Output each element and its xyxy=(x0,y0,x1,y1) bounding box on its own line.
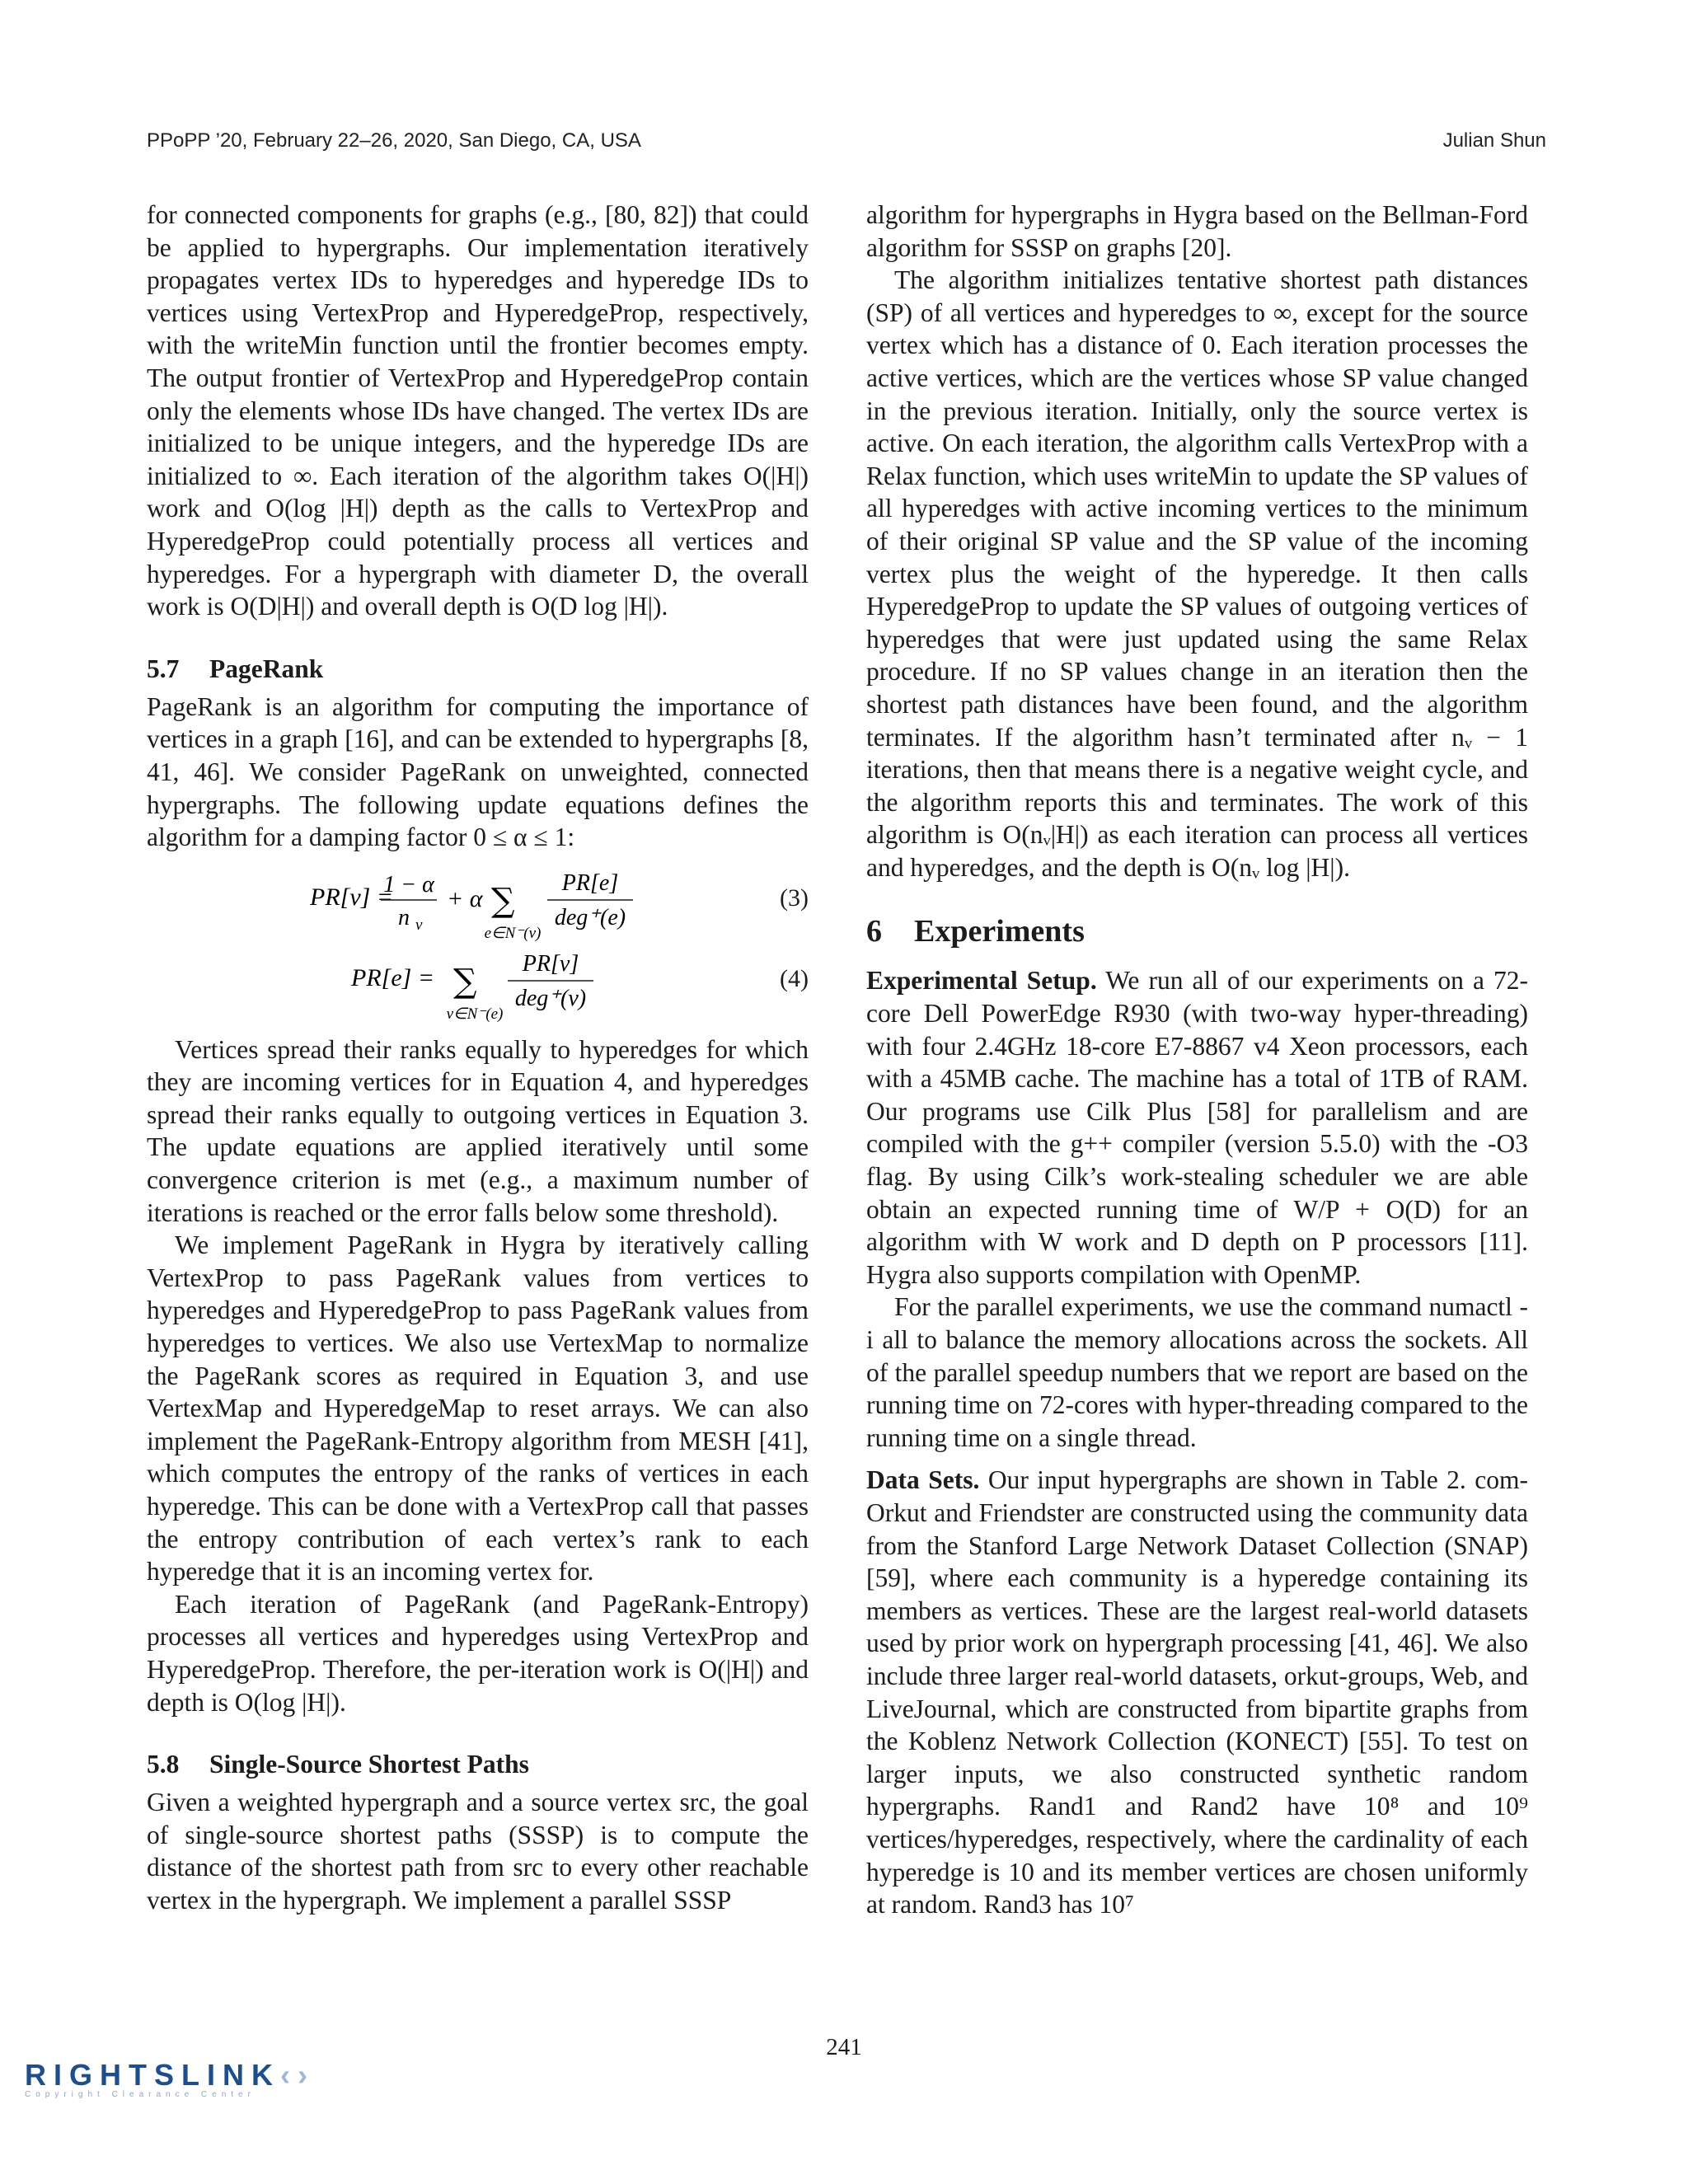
author-name: Julian Shun xyxy=(1442,129,1546,152)
run-in-heading-data-sets: Data Sets. xyxy=(866,1465,980,1495)
section-number: 5.7 xyxy=(147,654,180,683)
section-heading-pagerank xyxy=(147,653,809,686)
paragraph-pagerank-intro: PageRank is an algorithm for computing the importance of vertices in a graph [16], and can be extended to hypergraphs [8, 41, 46]. We consider PageRank on unweighted, connected hypergraphs. The following update equations defines the algorithm for a damping factor 0 ≤ α ≤ 1: xyxy=(147,691,809,852)
equation-3 xyxy=(147,862,809,941)
equation-4-formula xyxy=(147,943,757,1022)
paragraph-data-sets xyxy=(866,1464,1528,1920)
eq4-sum-sign: ∑ xyxy=(453,962,477,1001)
left-column xyxy=(147,199,809,1917)
setup-text: We run all of our experiments on a 72-core Dell PowerEdge R930 (with two-way hyper-threading) with four 2.4GHz 18-core E7-8867 v4 Xeon processors, each with a 45MB cache. The machine has a total of 1TB of RAM. Our programs use Cilk Plus [58] for parallelism and are compiled with the g++ compiler (version 5.5.0) with the -O3 flag. By using Cilk’s work-stealing scheduler we are able obtain an expected running time of W/P + O(D) for an algorithm with W work and D depth on P processors [11]. Hygra also supports compilation with OpenMP. xyxy=(866,966,1529,1289)
paragraph-sssp-intro: Given a weighted hypergraph and a source vertex src, the goal of single-source shortest paths (SSSP) is to compute the distance of the shortest path from src to every other reachable vertex in the hypergraph. We implement a parallel SSSP xyxy=(147,1788,809,1915)
paragraph-pagerank-cost: Each iteration of PageRank (and PageRank-Entropy) processes all vertices and hyperedges using VertexProp and HyperedgeProp. Therefore, the per-iteration work is O(|H|) and depth is O(log |H|). xyxy=(147,1589,809,1717)
venue-line: PPoPP ’20, February 22–26, 2020, San Diego, CA, USA xyxy=(147,129,641,152)
eq3-frac2-denominator: deg⁺(e) xyxy=(554,904,626,930)
equation-4 xyxy=(147,943,809,1022)
rightslink-chevron-icon: ‹› xyxy=(280,2058,315,2092)
eq4-denominator: deg⁺(v) xyxy=(514,985,587,1011)
eq4-numerator: PR[v] xyxy=(522,950,579,977)
data-sets-text: Our input hypergraphs are shown in Table 2. com-Orkut and Friendster are constructed using the community data from the Stanford Large Network Dataset Collection (SNAP) [59], where each community is a hyperedge containing its members as vertices. These are the largest real-world datasets used by prior work on hypergraph processing [41, 46]. We also include three larger real-world datasets, orkut-groups, Web, and LiveJournal, which are constructed from bipartite graphs from the Koblenz Network Collection (KONECT) [55]. To test on larger inputs, we also constructed synthetic random hypergraphs. Rand1 and Rand2 have 10⁸ and 10⁹ vertices/hyperedges, respectively, where the cardinality of each hyperedge is 10 and its member vertices are chosen uniformly at random. Rand3 has 10⁷ xyxy=(866,1465,1528,1919)
right-column xyxy=(866,199,1528,1921)
paragraph-experimental-setup xyxy=(866,964,1528,1291)
paragraph-rank-spread: Vertices spread their ranks equally to hyperedges for which they are incoming vertices for in Equation 4, and hyperedges spread their ranks equally to outgoing vertices in Equation 3. The update equations are applied iteratively until some convergence criterion is met (e.g., a maximum number of iterations is reached or the error falls below some threshold). xyxy=(147,1034,809,1227)
rightslink-tagline: Copyright Clearance Center xyxy=(25,2090,256,2099)
eq3-sum-subscript: e∈N⁻(v) xyxy=(484,924,542,942)
paragraph-sssp-algorithm: The algorithm initializes tentative shortest path distances (SP) of all vertices and hyperedges to ∞, except for the source vertex which has a distance of 0. Each iteration processes the active vertices, which are the vertices whose SP value changed in the previous iteration. Initially, only the source vertex is active. On each iteration, the algorithm calls VertexProp with a Relax function, which uses writeMin to update the SP values of all hyperedges with active incoming vertices to the minimum of their original SP value and the SP value of the incoming vertex plus the weight of the hyperedge. It then calls HyperedgeProp to update the SP values of outgoing vertices of hyperedges that were just updated using the same Relax procedure. If no SP values change in an iteration then the shortest path distances have been found, and the algorithm terminates. If the algorithm hasn’t terminated after nᵥ − 1 iterations, then that means there is a negative weight cycle, and the algorithm reports this and terminates. The work of this algorithm is O(nᵥ|H|) as each iteration can process all vertices and hyperedges, and the depth is O(nᵥ log |H|). xyxy=(866,265,1528,882)
eq4-sum-subscript: v∈N⁻(e) xyxy=(446,1005,504,1023)
run-in-heading-setup: Experimental Setup. xyxy=(866,966,1097,996)
page-number: 241 xyxy=(826,2034,862,2060)
paragraph-numactl: For the parallel experiments, we use the command numactl -i all to balance the memory allocations across the sockets. All of the parallel speedup numbers that we report are based on the running time on 72-cores with hyper-threading compared to the running time on a single thread. xyxy=(866,1292,1528,1452)
eq3-plus-alpha: + α xyxy=(447,884,483,912)
eq3-frac1-subscript: v xyxy=(415,916,423,934)
section-heading-sssp xyxy=(147,1748,809,1781)
eq3-frac2-numerator: PR[e] xyxy=(561,869,619,896)
eq4-lhs: PR[e] = xyxy=(351,963,435,991)
eq3-frac1-denominator: n xyxy=(398,904,410,930)
section-number: 6 xyxy=(866,914,882,949)
section-title: Single-Source Shortest Paths xyxy=(209,1750,529,1779)
equation-3-formula xyxy=(147,862,757,941)
eq3-frac1-numerator: 1 − α xyxy=(383,871,434,898)
equation-4-number: (4) xyxy=(780,964,809,992)
paragraph-pagerank-impl: We implement PageRank in Hygra by iteratively calling VertexProp to pass PageRank values from vertices to hyperedges and HyperedgeProp to pass PageRank values from hyperedges to vertices. We also use VertexMap to normalize the PageRank scores as required in Equation 3, and use VertexMap and HyperedgeMap to reset arrays. We can also implement the PageRank-Entropy algorithm from MESH [41], which computes the entropy of the ranks of vertices in each hyperedge. This can be done with a VertexProp call that passes the entropy contribution of each vertex’s rank to each hyperedge that it is an incoming vertex for. xyxy=(147,1230,809,1586)
paragraph-connected-components: for connected components for graphs (e.g., [80, 82]) that could be applied to hypergraphs. Our implementation iteratively propagates vertex IDs to hyperedges and hyperedge IDs to vertices using VertexProp and HyperedgeProp, respectively, with the writeMin function until the frontier becomes empty. The output frontier of VertexProp and HyperedgeProp contain only the elements whose IDs have changed. The vertex IDs are initialized to be unique integers, and the hyperedge IDs are initialized to ∞. Each iteration of the algorithm takes O(|H|) work and O(log |H|) depth as the calls to VertexProp and HyperedgeProp could potentially process all vertices and hyperedges. For a hypergraph with diameter D, the overall work is O(D|H|) and overall depth is O(D log |H|). xyxy=(147,200,809,621)
equation-3-number: (3) xyxy=(780,883,809,912)
paragraph-bellman-ford: algorithm for hypergraphs in Hygra based on the Bellman-Ford algorithm for SSSP on graphs [20]. xyxy=(866,200,1528,262)
rightslink-logo xyxy=(25,2059,338,2102)
section-number: 5.8 xyxy=(147,1750,180,1779)
rightslink-wordmark: RIGHTSLINK‹› xyxy=(25,2058,315,2092)
section-heading-experiments xyxy=(866,913,1528,949)
section-title: Experiments xyxy=(914,914,1085,949)
running-head xyxy=(147,129,1546,152)
section-title: PageRank xyxy=(209,654,324,683)
eq3-sum-sign: ∑ xyxy=(491,881,515,920)
eq3-lhs: PR[v] = xyxy=(310,883,394,911)
